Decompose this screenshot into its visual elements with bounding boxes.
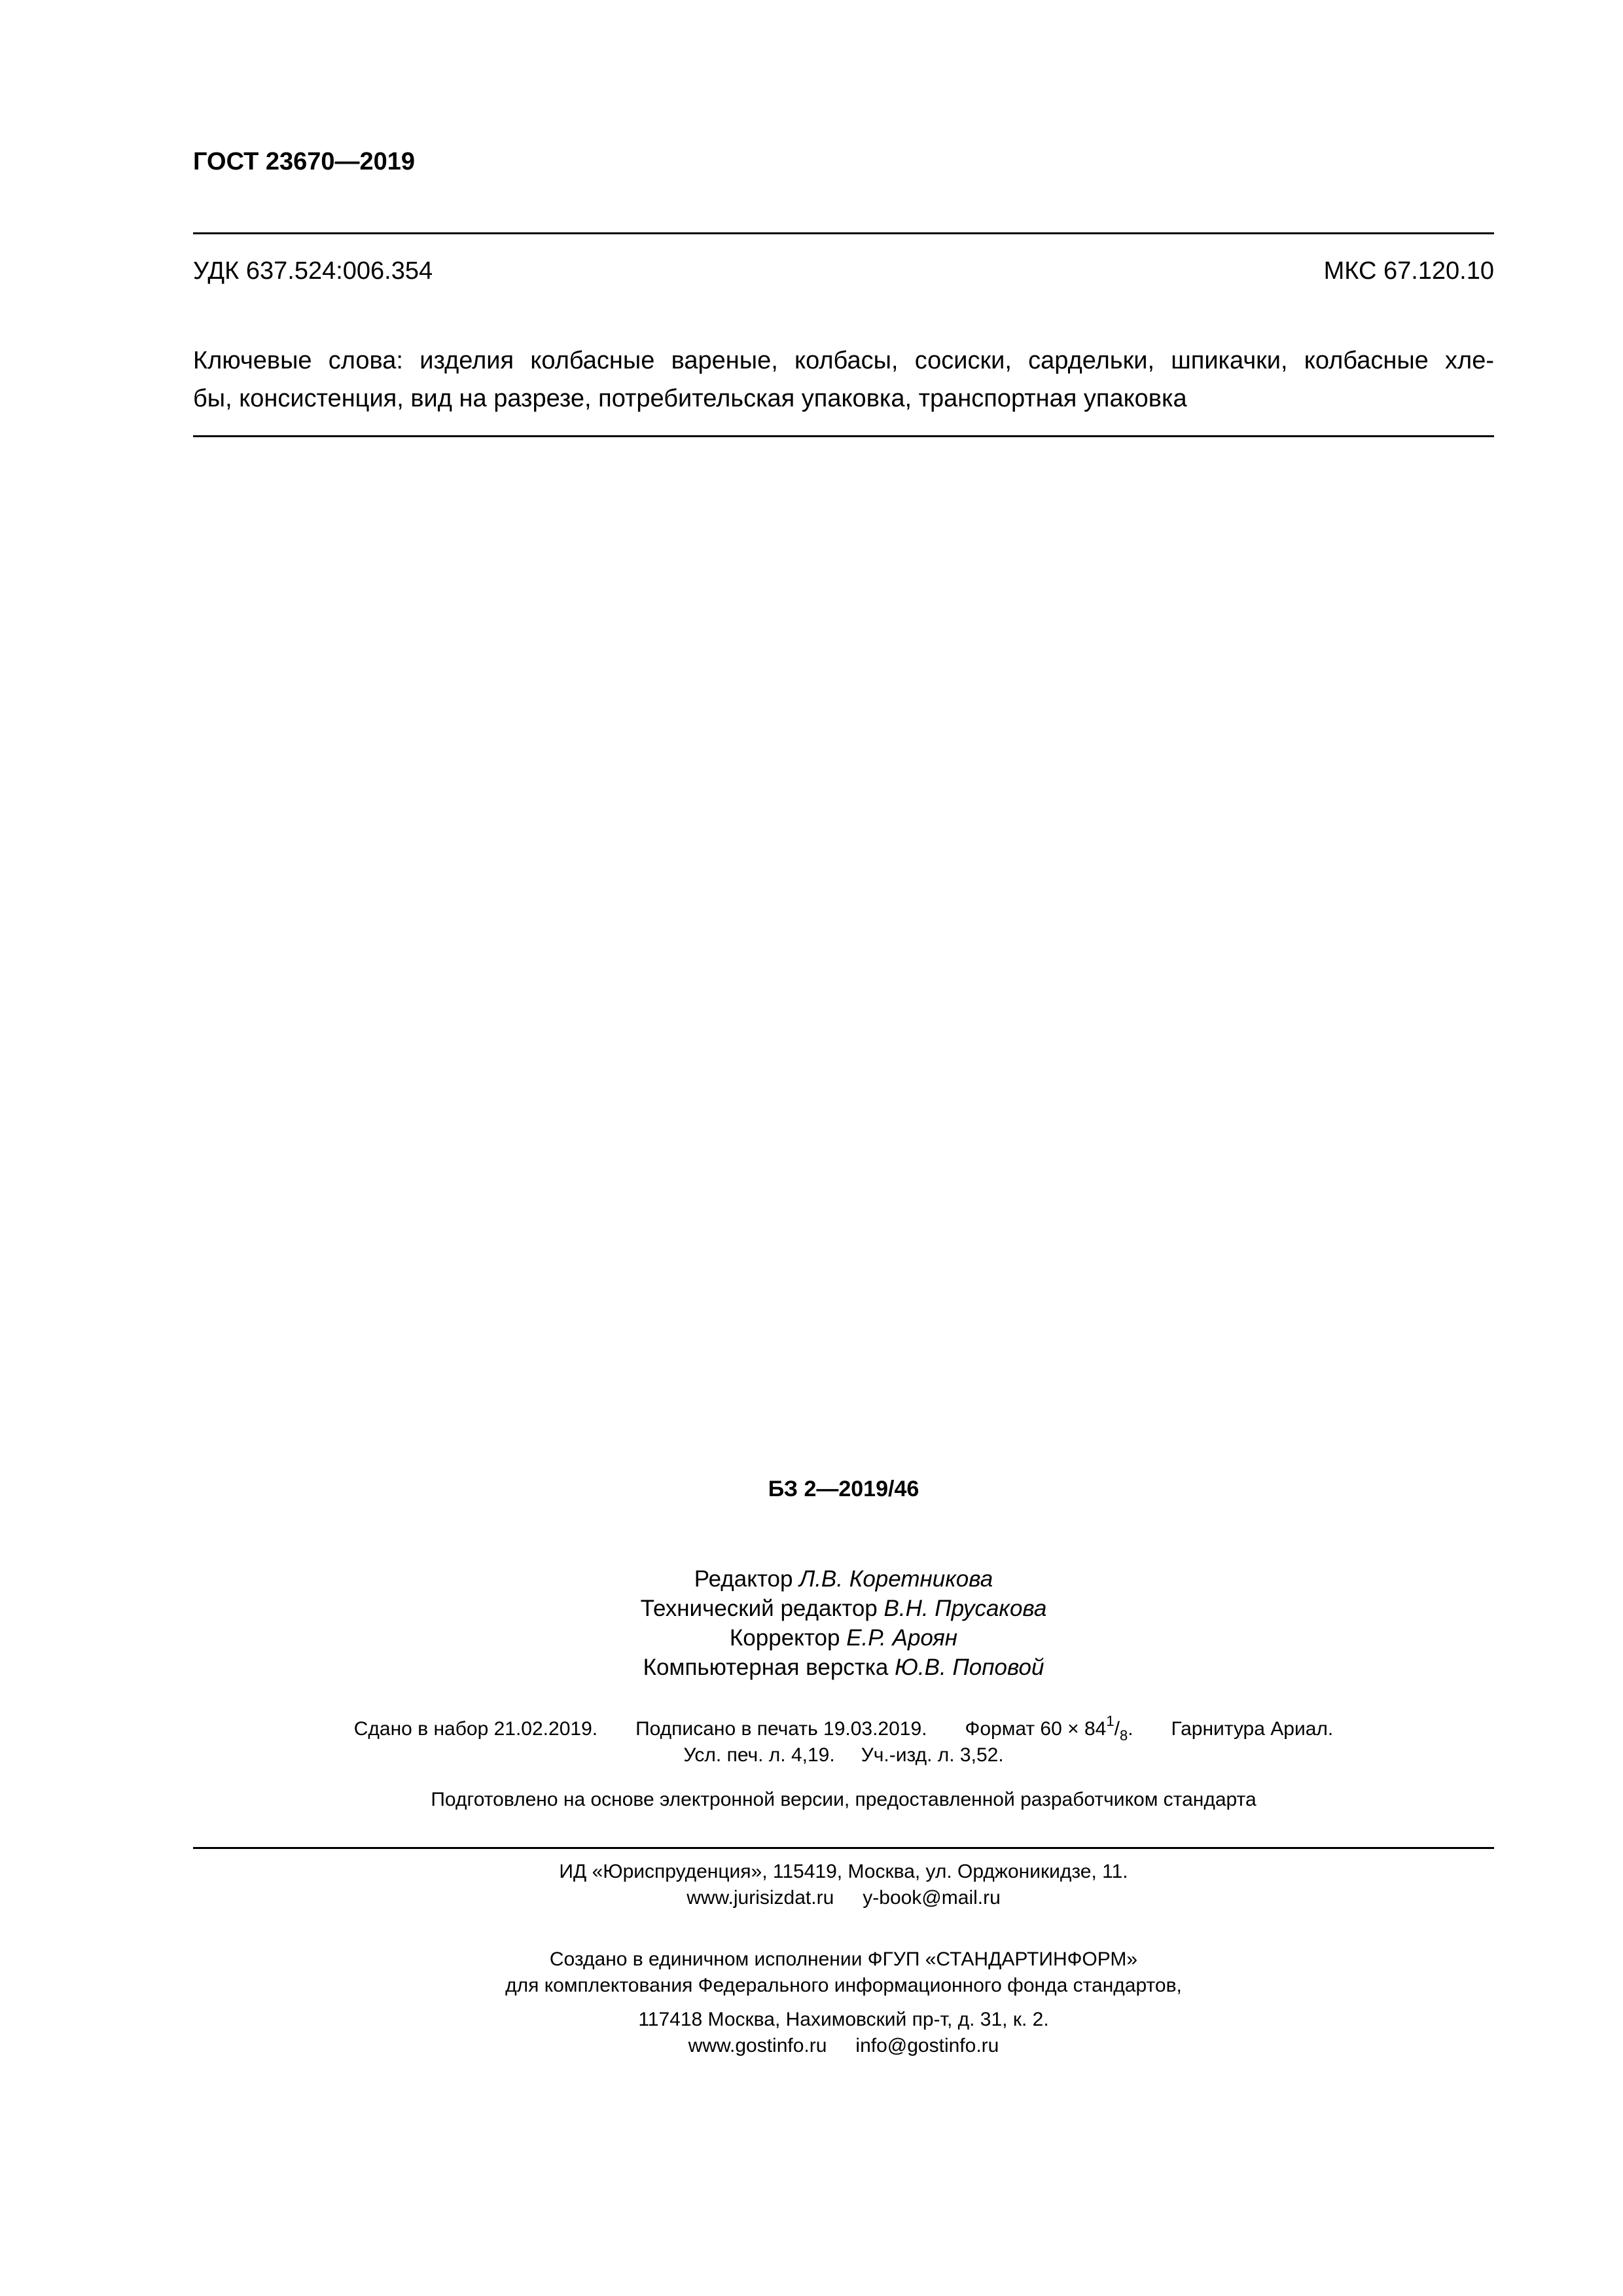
- keywords-line-1: Ключевые слова: изделия колбасные вареные, колбасы, сосиски, сардельки, шпикачки, колбасные хле-: [193, 347, 1494, 374]
- creator-line-2: для комплектования Федерального информационного фонда стандартов,: [505, 1975, 1182, 1996]
- keywords-divider: [193, 435, 1494, 437]
- publisher-website-link[interactable]: www.jurisizdat.ru: [687, 1887, 834, 1909]
- staff-line-proofreader: [193, 1623, 1494, 1653]
- signed-date: Подписано в печать 19.03.2019.: [635, 1718, 927, 1740]
- creator-email-link[interactable]: info@gostinfo.ru: [855, 2035, 999, 2056]
- staff-role: Редактор: [694, 1566, 793, 1592]
- staff-role: Корректор: [729, 1625, 840, 1651]
- colophon-divider: [193, 1847, 1494, 1849]
- keywords-paragraph: [193, 342, 1494, 418]
- typeface: Гарнитура Ариал.: [1171, 1718, 1334, 1740]
- publisher-info: [193, 1859, 1494, 1911]
- creator-info: [193, 1946, 1494, 1999]
- format-slash: /: [1114, 1718, 1120, 1740]
- submitted-date: Сдано в набор 21.02.2019.: [353, 1718, 598, 1740]
- staff-line-layout: [193, 1653, 1494, 1682]
- creator-website-link[interactable]: www.gostinfo.ru: [688, 2035, 827, 2056]
- publication-data-line-2: [193, 1742, 1494, 1768]
- top-divider: [193, 232, 1494, 234]
- format-suffix: .: [1128, 1718, 1133, 1740]
- staff-name: Ю.В. Поповой: [895, 1655, 1044, 1680]
- standard-number: ГОСТ 23670—2019: [193, 148, 416, 175]
- format-numerator: 1: [1106, 1713, 1115, 1729]
- format-prefix: Формат 60 × 84: [965, 1718, 1107, 1740]
- udk-code: УДК 637.524:006.354: [193, 257, 433, 285]
- staff-name: Е.Р. Ароян: [846, 1625, 958, 1651]
- staff-role: Компьютерная верстка: [643, 1655, 889, 1680]
- staff-role: Технический редактор: [640, 1596, 878, 1621]
- publisher-contacts: [193, 1885, 1494, 1911]
- publisher-address: ИД «Юриспруденция», 115419, Москва, ул. Орджоникидзе, 11.: [559, 1861, 1128, 1882]
- creator-address: 117418 Москва, Нахимовский пр-т, д. 31, к. 2.: [638, 2009, 1049, 2030]
- staff-credits: [193, 1564, 1494, 1682]
- creator-line-1: Создано в единичном исполнении ФГУП «СТАНДАРТИНФОРМ»: [549, 1948, 1138, 1970]
- publisher-email-link[interactable]: y-book@mail.ru: [863, 1887, 1001, 1909]
- staff-name: В.Н. Прусакова: [883, 1596, 1047, 1621]
- bz-number: БЗ 2—2019/46: [768, 1477, 919, 1501]
- publisher-sheets: Уч.-изд. л. 3,52.: [861, 1744, 1004, 1766]
- staff-line-tech-editor: [193, 1594, 1494, 1623]
- print-sheets: Усл. печ. л. 4,19.: [683, 1744, 835, 1766]
- creator-address-block: [193, 2007, 1494, 2059]
- mks-code: МКС 67.120.10: [1323, 257, 1494, 285]
- staff-name: Л.В. Коретникова: [799, 1566, 993, 1592]
- publication-data-line-1: [193, 1713, 1494, 1744]
- format-denominator: 8: [1119, 1727, 1128, 1744]
- prepared-note: Подготовлено на основе электронной версии, предоставленной разработчиком стандарта: [431, 1789, 1257, 1810]
- publication-data: [193, 1713, 1494, 1768]
- creator-contacts: [193, 2033, 1494, 2059]
- staff-line-editor: [193, 1564, 1494, 1594]
- paper-format: [965, 1713, 1133, 1744]
- keywords-line-2: бы, консистенция, вид на разрезе, потребительская упаковка, транспортная упаковка: [193, 385, 1187, 412]
